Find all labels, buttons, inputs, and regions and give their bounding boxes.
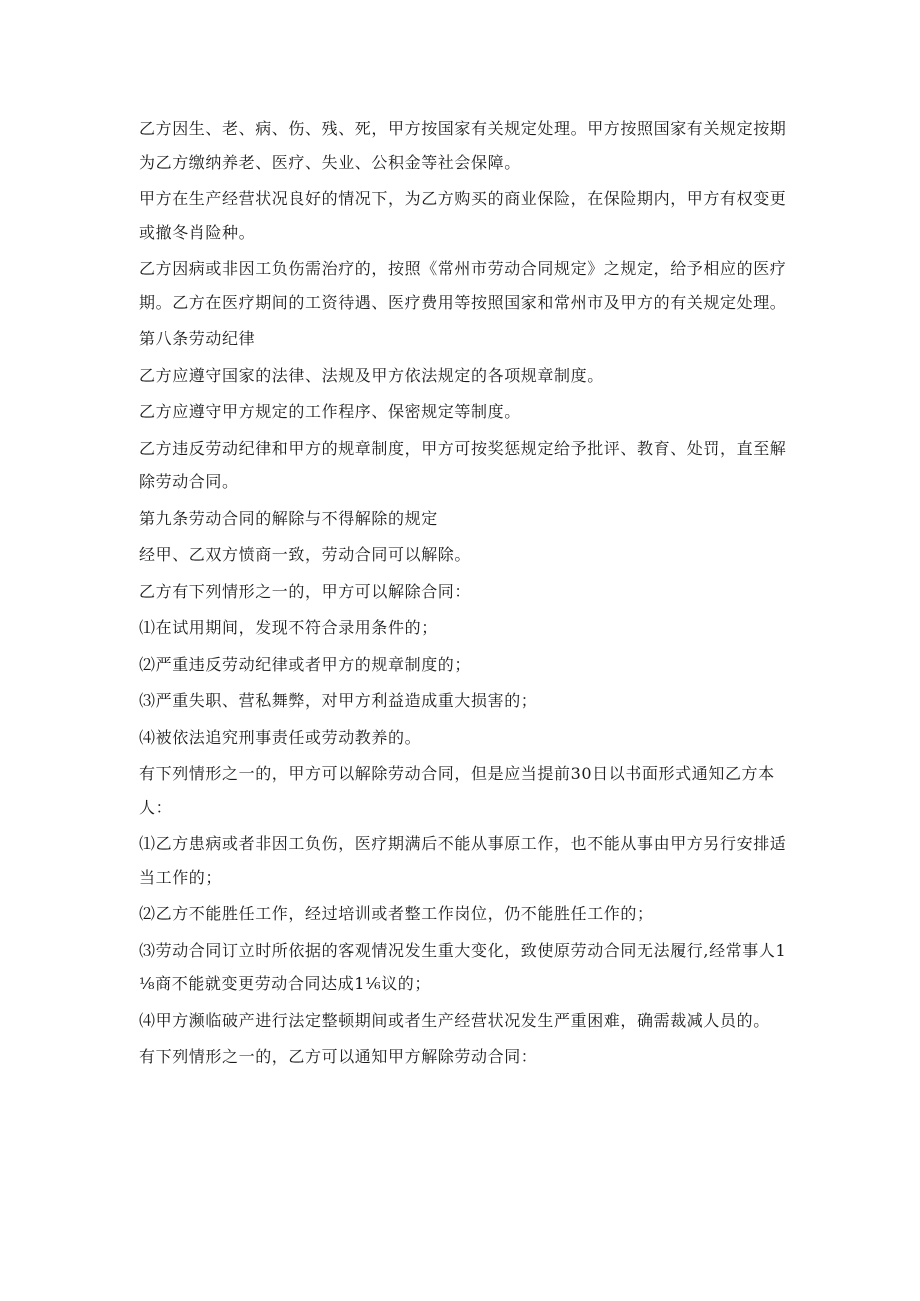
list-item-changed-circumstances: ⑶劳动合同订立时所依据的客观情况发生重大变化，致使原劳动合同无法履行,经常事人1⅛商不能就变更劳动合同达成1⅙议的； xyxy=(139,940,787,993)
section-heading-article-9: 第九条劳动合同的解除与不得解除的规定 xyxy=(139,508,438,528)
list-item-serious-violation: ⑵严重违反劳动纪律或者甲方的规章制度的； xyxy=(139,654,472,674)
paragraph-commercial-insurance: 甲方在生产经营状况良好的情况下，为乙方购买的商业保险，在保险期内，甲方有权变更或撤冬肖险种。 xyxy=(139,189,787,242)
list-item-probation: ⑴在试用期间，发现不符合录用条件的； xyxy=(139,618,438,637)
list-item-bankruptcy: ⑷甲方濒临破产进行法定整顿期间或者生产经营状况发生严重困难，确需裁减人员的。 xyxy=(139,1010,770,1030)
list-item-dereliction: ⑶严重失职、营私舞弊，对甲方利益造成重大损害的； xyxy=(139,691,538,710)
list-item-incompetence: ⑵乙方不能胜任工作，经过培训或者整工作岗位，仍不能胜任工作的； xyxy=(139,904,654,923)
paragraph-mutual-termination: 经甲、乙双方愤商一致，劳动合同可以解除。 xyxy=(139,545,472,564)
paragraph-social-security: 乙方因生、老、病、伤、残、死，甲方按国家有关规定处理。甲方按照国家有关规定按期为乙方缴纳养老、医疗、失业、公积金等社会保障。 xyxy=(139,119,787,172)
paragraph-employee-termination-intro: 有下列情形之一的，乙方可以通知甲方解除劳动合同： xyxy=(139,1047,538,1066)
paragraph-medical-period: 乙方因病或非因工负伤需治疗的，按照《常州市劳动合同规定》之规定，给予相应的医疗期。乙方在医疗期间的工资待遇、医疗费用等按照国家和常州市及甲方的有关规定处理。 xyxy=(139,259,787,312)
paragraph-discipline-violation: 乙方违反劳动纪律和甲方的规章制度，甲方可按奖惩规定给予批评、教育、处罚，直至解除劳动合同。 xyxy=(139,438,787,491)
section-heading-article-8: 第八条劳动纪律 xyxy=(139,329,256,348)
paragraph-obey-procedures: 乙方应遵守甲方规定的工作程序、保密规定等制度。 xyxy=(139,402,521,421)
paragraph-notice-termination-intro: 有下列情形之一的，甲方可以解除劳动合同，但是应当提前30日以书面形式通知乙方本人： xyxy=(139,764,775,817)
paragraph-obey-laws: 乙方应遵守国家的法律、法规及甲方依法规定的各项规章制度。 xyxy=(139,365,604,385)
paragraph-employer-termination-intro: 乙方有下列情形之一的，甲方可以解除合同： xyxy=(139,581,472,601)
list-item-criminal-liability: ⑷被依法追究刑事责任或劳动教养的。 xyxy=(139,727,422,747)
list-item-illness: ⑴乙方患病或者非因工负伤，医疗期满后不能从事原工作，也不能从事由甲方另行安排适当工作的； xyxy=(139,834,787,887)
document-body xyxy=(139,112,789,1077)
